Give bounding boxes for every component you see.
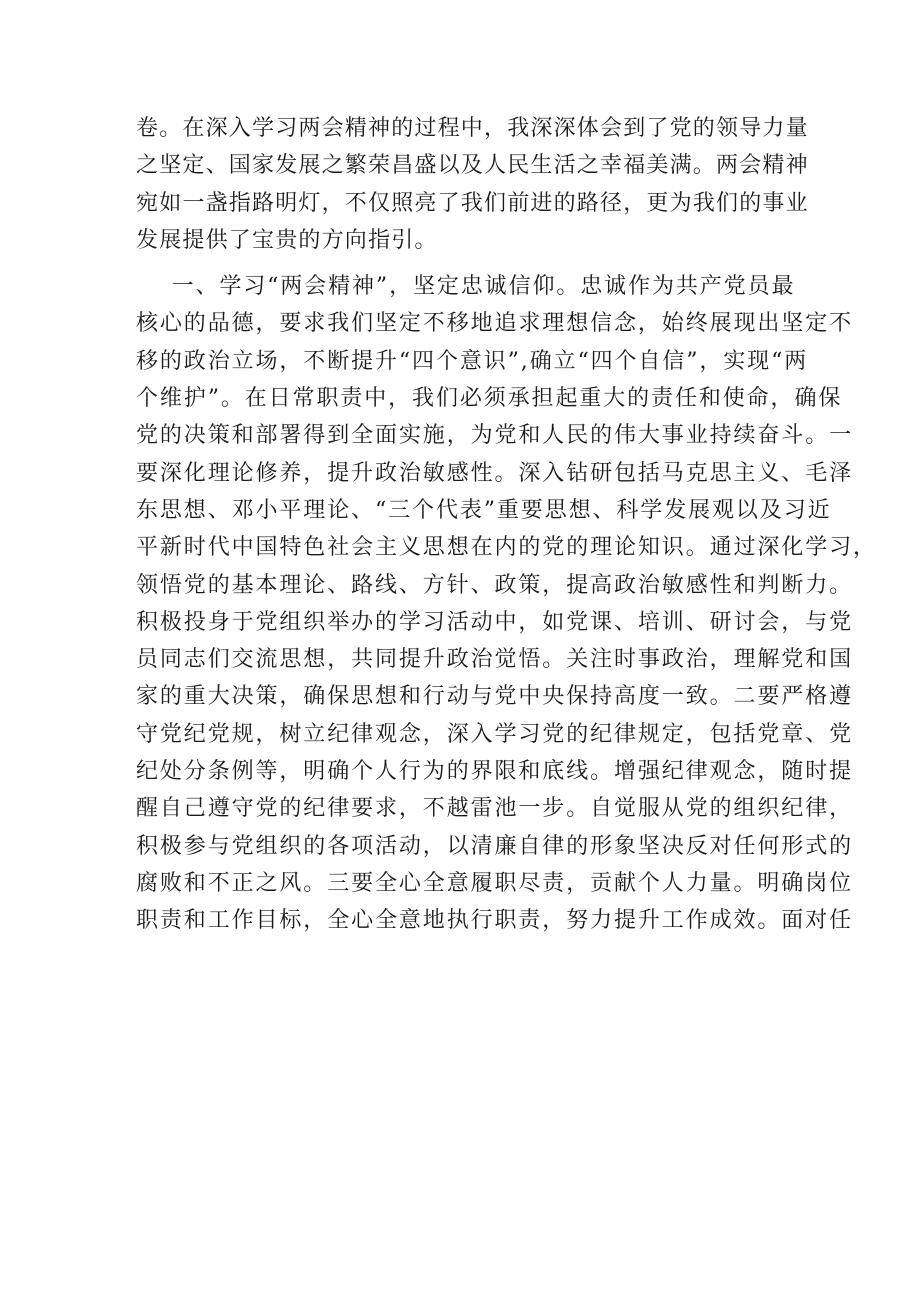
body-line: 腐败和不正之风。三要全心全意履职尽责，贡献个人力量。明确岗位 [136,870,854,896]
body-line: 核心的品德，要求我们坚定不移地追求理想信念，始终展现出坚定不 [136,311,854,337]
body-line: 守党纪党规，树立纪律观念，深入学习党的纪律规定，包括党章、党 [136,721,854,747]
body-line: 积极参与党组织的各项活动，以清廉自律的形象坚决反对任何形式的 [136,833,854,859]
body-line: 醒自己遵守党的纪律要求，不越雷池一步。自觉服从党的组织纪律， [136,796,854,822]
body-line: 平新时代中国特色社会主义思想在内的党的理论知识。通过深化学习， [136,535,877,561]
body-line: 东思想、邓小平理论、“三个代表”重要思想、科学发展观以及习近 [136,497,832,523]
body-line: 要深化理论修养，提升政治敏感性。深入钻研包括马克思主义、毛泽 [136,460,854,486]
body-line: 个维护”。在日常职责中，我们必须承担起重大的责任和使命，确保 [136,386,843,412]
body-line: 家的重大决策，确保思想和行动与党中央保持高度一致。二要严格遵 [136,684,854,710]
body-line: 领悟党的基本理论、路线、方针、政策，提高政治敏感性和判断力。 [136,572,854,598]
body-line: 员同志们交流思想，共同提升政治觉悟。关注时事政治，理解党和国 [136,647,854,673]
document-text [136,110,877,940]
intro-line: 宛如一盏指路明灯，不仅照亮了我们前进的路径，更为我们的事业 [136,190,809,216]
intro-line: 卷。在深入学习两会精神的过程中，我深深体会到了党的领导力量 [136,116,809,141]
body-line: 纪处分条例等，明确个人行为的界限和底线。增强纪律观念，随时提 [136,759,854,785]
body-line: 积极投身于党组织举办的学习活动中，如党课、培训、研讨会，与党 [136,609,854,635]
body-line: 党的决策和部署得到全面实施，为党和人民的伟大事业持续奋斗。一 [136,423,854,449]
body-line: 移的政治立场，不断提升“四个意识”,确立“四个自信”，实现“两 [136,348,809,374]
intro-line: 之坚定、国家发展之繁荣昌盛以及人民生活之幸福美满。两会精神 [136,153,809,179]
intro-line: 发展提供了宝贵的方向指引。 [136,227,438,253]
paragraph-gap [136,259,816,268]
body-line: 职责和工作目标，全心全意地执行职责，努力提升工作成效。面对任 [136,908,854,934]
body-line: 一、学习“两会精神”，坚定忠诚信仰。忠诚作为共产党员最 [136,274,796,300]
